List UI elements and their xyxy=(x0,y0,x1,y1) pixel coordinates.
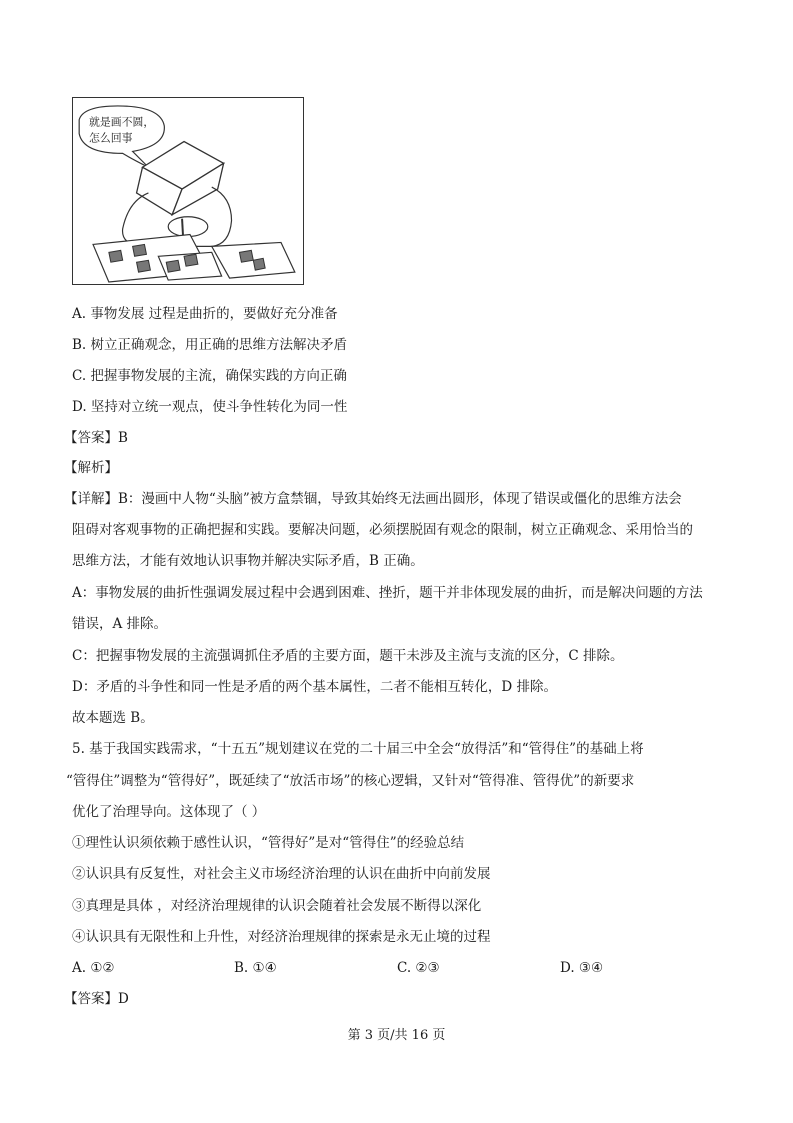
q5-answer: 【答案】D xyxy=(64,991,129,1007)
q5-statement-2: ②认识具有反复性，对社会主义市场经济治理的认识在曲折中向前发展 xyxy=(72,866,491,882)
q5-option-a: A. ①② xyxy=(72,960,115,976)
q4-detail-line: A：事物发展的曲折性强调发展过程中会遇到困难、挫折，题干并非体现发展的曲折，而是解决问题的方法 xyxy=(72,585,703,601)
q5-option-c: C. ②③ xyxy=(397,960,440,976)
q4-detail-line: 思维方法，才能有效地认识事物并解决实际矛盾，B 正确。 xyxy=(72,553,424,569)
q4-option-a: A. 事物发展 过程是曲折的，要做好充分准备 xyxy=(72,306,338,322)
cartoon-illustration xyxy=(72,97,304,285)
q4-analysis-title: 【解析】 xyxy=(64,460,118,476)
q4-option-d: D. 坚持对立统一观点，使斗争性转化为同一性 xyxy=(72,399,348,415)
q4-detail-line: 故本题选 B。 xyxy=(72,710,154,726)
q4-detail-line: 错误，A 排除。 xyxy=(72,616,168,632)
q4-detail-line: D：矛盾的斗争性和同一性是矛盾的两个基本属性，二者不能相互转化，D 排除。 xyxy=(72,679,557,695)
page-footer: 第 3 页/共 16 页 xyxy=(347,1028,446,1043)
q4-option-c: C. 把握事物发展的主流，确保实践的方向正确 xyxy=(72,368,347,384)
q4-detail-line: 阻碍对客观事物的正确把握和实践。要解决问题，必须摆脱固有观念的限制，树立正确观念、采用恰当的 xyxy=(72,522,693,538)
q5-statement-1: ①理性认识须依赖于感性认识，“管得好”是对“管得住”的经验总结 xyxy=(72,835,465,851)
q5-statement-4: ④认识具有无限性和上升性，对经济治理规律的探索是永无止境的过程 xyxy=(72,929,491,945)
q4-answer: 【答案】B xyxy=(64,430,128,446)
q4-detail-line: 【详解】B：漫画中人物“头脑”被方盒禁锢，导致其始终无法画出圆形，体现了错误或僵化的思维方法会 xyxy=(64,491,682,507)
cartoon-drawing xyxy=(73,98,303,284)
box-head xyxy=(137,142,224,215)
q5-options-row xyxy=(72,958,632,978)
q4-detail-line: C：把握事物发展的主流强调抓住矛盾的主要方面，题干未涉及主流与支流的区分，C 排除。 xyxy=(72,648,624,664)
q5-statement-3: ③真理是具体 ，对经济治理规律的认识会随着社会发展不断得以深化 xyxy=(72,898,482,914)
speech-line-2: 怎么回事 xyxy=(89,131,133,145)
q5-stem-line: “管得住”调整为“管得好”，既延续了“放活市场”的核心逻辑，又针对“管得准、管得优”的新要求 xyxy=(66,773,635,789)
q5-stem-line: 5. 基于我国实践需求，“十五五”规划建议在党的二十届三中全会“放得活”和“管得住”的基础上将 xyxy=(72,741,644,757)
speech-line-1: 就是画不圆， xyxy=(89,115,155,129)
q5-stem-line: 优化了治理导向。这体现了（ ） xyxy=(72,804,266,820)
q5-option-d: D. ③④ xyxy=(560,960,604,976)
q4-option-b: B. 树立正确观念，用正确的思维方法解决矛盾 xyxy=(72,337,348,353)
q5-option-b: B. ①④ xyxy=(234,960,277,976)
